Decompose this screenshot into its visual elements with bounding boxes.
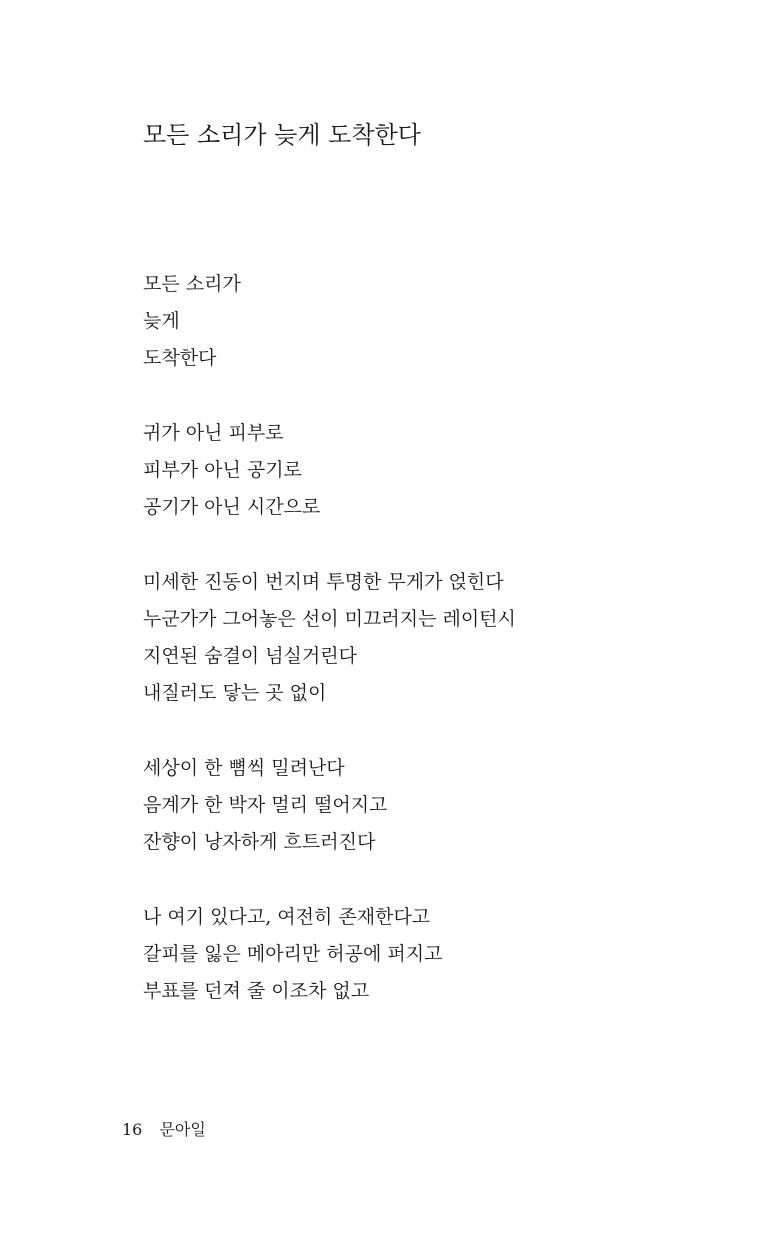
stanza bbox=[143, 415, 516, 526]
poem-line: 음계가 한 박자 멀리 떨어지고 bbox=[143, 794, 388, 816]
poem-line: 누군가가 그어놓은 선이 미끄러지는 레이턴시 bbox=[143, 608, 516, 630]
page-footer bbox=[122, 1118, 206, 1142]
poem-line: 부표를 던져 줄 이조차 없고 bbox=[143, 980, 370, 1002]
poem-line: 잔향이 낭자하게 흐트러진다 bbox=[143, 831, 376, 853]
stanza bbox=[143, 266, 516, 377]
poem-line: 피부가 아닌 공기로 bbox=[143, 459, 302, 481]
poem-line: 미세한 진동이 번지며 투명한 무게가 얹힌다 bbox=[143, 571, 504, 593]
poem-line: 모든 소리가 bbox=[143, 273, 241, 295]
poem-line: 나 여기 있다고, 여전히 존재한다고 bbox=[143, 906, 431, 928]
poem-line: 귀가 아닌 피부로 bbox=[143, 422, 284, 444]
poem-line: 내질러도 닿는 곳 없이 bbox=[143, 682, 327, 704]
author-name: 문아일 bbox=[159, 1120, 206, 1139]
poem-line: 공기가 아닌 시간으로 bbox=[143, 496, 321, 518]
stanza bbox=[143, 750, 516, 861]
stanza bbox=[143, 564, 516, 712]
stanza bbox=[143, 899, 516, 1010]
poem-line: 도착한다 bbox=[143, 347, 217, 369]
poem-line: 세상이 한 뼘씩 밀려난다 bbox=[143, 757, 345, 779]
poem-line: 갈피를 잃은 메아리만 허공에 퍼지고 bbox=[143, 943, 443, 965]
page-number: 16 bbox=[122, 1120, 143, 1139]
poem-line: 지연된 숨결이 넘실거린다 bbox=[143, 645, 357, 667]
poem-body bbox=[143, 266, 516, 1048]
poem-line: 늦게 bbox=[143, 310, 180, 332]
poem-title: 모든 소리가 늦게 도착한다 bbox=[143, 121, 421, 149]
